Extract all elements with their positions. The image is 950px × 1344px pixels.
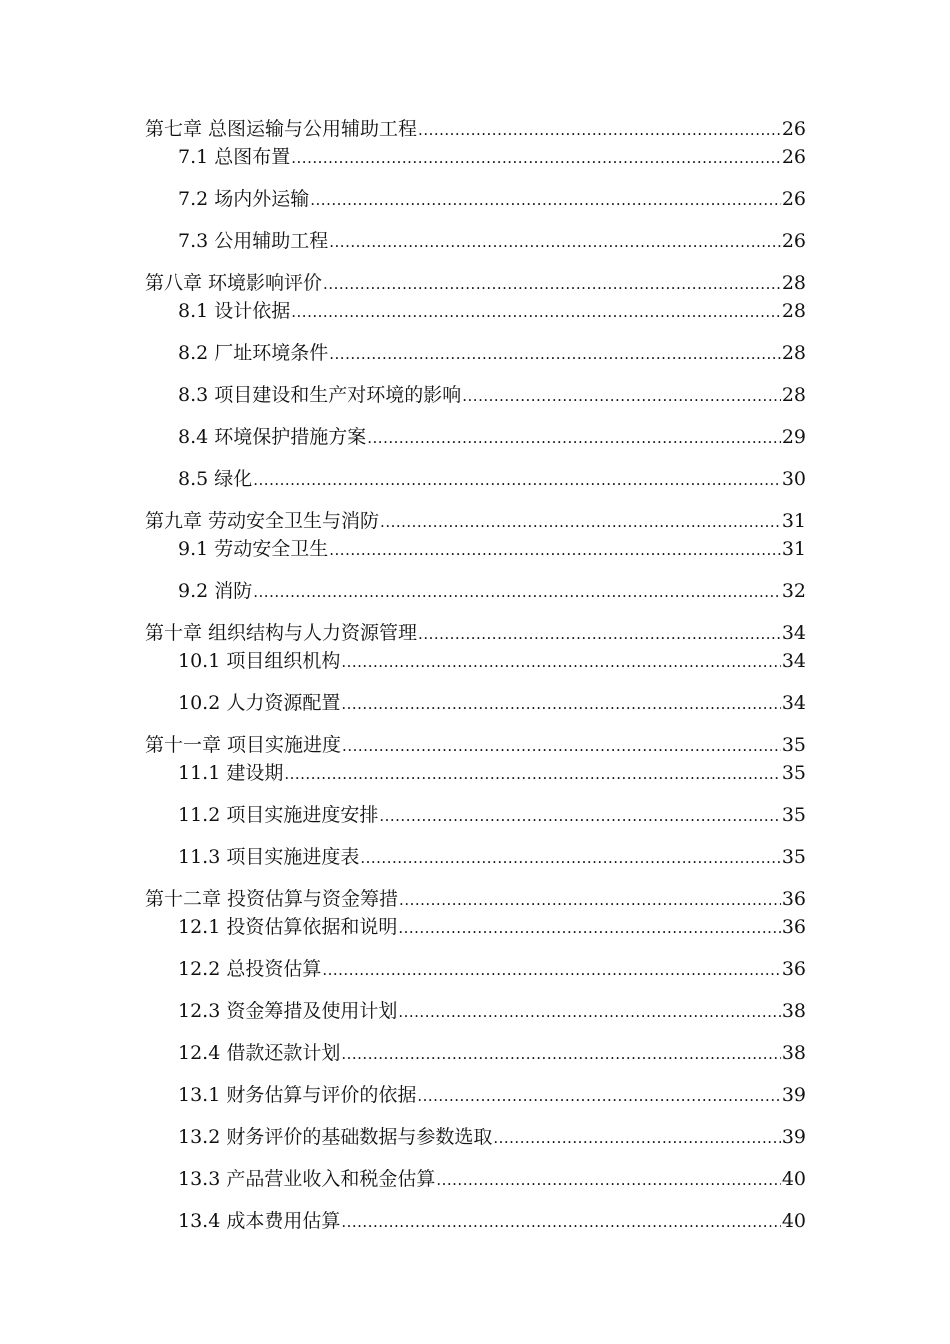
toc-entry-title: 8.4 环境保护措施方案 [178,426,367,448]
toc-entry-page-number: 35 [781,734,806,756]
toc-entry-page-number: 30 [781,468,806,490]
toc-dot-leader [398,998,780,1026]
toc-entry-page-number: 29 [781,426,806,448]
toc-entry-title: 第十一章 项目实施进度 [145,734,342,756]
toc-dot-leader [399,886,781,914]
toc-entry-title: 8.5 绿化 [178,468,253,490]
toc-entry-section[interactable] [145,536,806,564]
toc-entry-section[interactable] [145,382,806,410]
toc-entry-section[interactable] [145,578,806,606]
toc-dot-leader [253,578,781,606]
toc-entry-section[interactable] [145,802,806,830]
toc-entry-page-number: 35 [781,846,806,868]
toc-entry-title: 9.1 劳动安全卫生 [178,538,329,560]
toc-entry-section[interactable] [145,998,806,1026]
toc-dot-leader [284,760,780,788]
toc-entry-title: 11.2 项目实施进度安排 [178,804,379,826]
toc-dot-leader [323,270,781,298]
toc-entry-page-number: 39 [781,1084,806,1106]
toc-entry-page-number: 31 [781,510,806,532]
toc-entry-title: 10.2 人力资源配置 [178,692,341,714]
toc-entry-page-number: 40 [781,1210,806,1232]
toc-dot-leader [329,340,781,368]
toc-entry-section[interactable] [145,424,806,452]
toc-entry-section[interactable] [145,1124,806,1152]
toc-entry-page-number: 34 [781,650,806,672]
toc-entry-title: 13.1 财务估算与评价的依据 [178,1084,417,1106]
toc-entry-section[interactable] [145,760,806,788]
toc-dot-leader [462,382,781,410]
toc-entry-page-number: 38 [781,1042,806,1064]
toc-entry-chapter[interactable] [145,270,806,298]
toc-entry-section[interactable] [145,1166,806,1194]
toc-entry-section[interactable] [145,186,806,214]
toc-entry-title: 11.1 建设期 [178,762,284,784]
toc-dot-leader [380,508,781,536]
toc-entry-title: 8.2 厂址环境条件 [178,342,329,364]
toc-entry-title: 7.1 总图布置 [178,146,291,168]
toc-entry-page-number: 32 [781,580,806,602]
toc-entry-chapter[interactable] [145,508,806,536]
toc-entry-title: 第九章 劳动安全卫生与消防 [145,510,380,532]
toc-entry-section[interactable] [145,844,806,872]
toc-entry-title: 8.3 项目建设和生产对环境的影响 [178,384,462,406]
toc-entry-page-number: 26 [781,188,806,210]
toc-entry-title: 13.4 成本费用估算 [178,1210,341,1232]
toc-entry-section[interactable] [145,1082,806,1110]
toc-dot-leader [341,1040,780,1068]
toc-entry-page-number: 38 [781,1000,806,1022]
toc-dot-leader [291,298,781,326]
toc-entry-chapter[interactable] [145,116,806,144]
toc-dot-leader [367,424,781,452]
toc-dot-leader [341,690,780,718]
toc-entry-title: 第十二章 投资估算与资金筹措 [145,888,399,910]
toc-entry-chapter[interactable] [145,886,806,914]
toc-entry-section[interactable] [145,1208,806,1236]
toc-entry-title: 8.1 设计依据 [178,300,291,322]
toc-entry-title: 12.2 总投资估算 [178,958,322,980]
toc-entry-section[interactable] [145,956,806,984]
toc-entry-section[interactable] [145,144,806,172]
toc-entry-section[interactable] [145,228,806,256]
toc-entry-chapter[interactable] [145,620,806,648]
toc-entry-section[interactable] [145,648,806,676]
toc-entry-title: 13.2 财务评价的基础数据与参数选取 [178,1126,493,1148]
toc-dot-leader [329,228,781,256]
toc-entry-page-number: 28 [781,300,806,322]
toc-entry-page-number: 34 [781,692,806,714]
toc-dot-leader [398,914,780,942]
toc-dot-leader [379,802,780,830]
toc-dot-leader [342,732,781,760]
toc-dot-leader [418,116,781,144]
toc-entry-page-number: 28 [781,272,806,294]
toc-entry-page-number: 28 [781,384,806,406]
toc-entry-title: 第七章 总图运输与公用辅助工程 [145,118,418,140]
toc-entry-page-number: 31 [781,538,806,560]
toc-dot-leader [341,648,780,676]
toc-dot-leader [310,186,781,214]
toc-entry-chapter[interactable] [145,732,806,760]
toc-entry-title: 10.1 项目组织机构 [178,650,341,672]
toc-dot-leader [253,466,781,494]
toc-dot-leader [417,1082,780,1110]
toc-entry-page-number: 28 [781,342,806,364]
toc-entry-section[interactable] [145,690,806,718]
toc-entry-section[interactable] [145,298,806,326]
toc-entry-title: 12.4 借款还款计划 [178,1042,341,1064]
toc-entry-page-number: 26 [781,146,806,168]
toc-entry-title: 9.2 消防 [178,580,253,602]
toc-dot-leader [291,144,781,172]
toc-entry-page-number: 40 [781,1168,806,1190]
toc-dot-leader [329,536,781,564]
toc-dot-leader [436,1166,780,1194]
toc-entry-section[interactable] [145,340,806,368]
toc-dot-leader [360,844,780,872]
toc-entry-title: 7.3 公用辅助工程 [178,230,329,252]
toc-entry-title: 12.3 资金筹措及使用计划 [178,1000,398,1022]
toc-dot-leader [341,1208,780,1236]
toc-entry-page-number: 26 [781,118,806,140]
toc-entry-page-number: 39 [781,1126,806,1148]
toc-entry-title: 13.3 产品营业收入和税金估算 [178,1168,436,1190]
toc-entry-page-number: 34 [781,622,806,644]
toc-entry-title: 7.2 场内外运输 [178,188,310,210]
toc-entry-title: 第十章 组织结构与人力资源管理 [145,622,418,644]
toc-entry-page-number: 36 [781,888,806,910]
toc-entry-title: 11.3 项目实施进度表 [178,846,360,868]
toc-entry-section[interactable] [145,466,806,494]
toc-entry-page-number: 36 [781,916,806,938]
toc-dot-leader [418,620,781,648]
toc-dot-leader [322,956,780,984]
toc-dot-leader [493,1124,780,1152]
toc-entry-page-number: 36 [781,958,806,980]
toc-entry-title: 第八章 环境影响评价 [145,272,323,294]
table-of-contents [145,116,806,1236]
toc-entry-section[interactable] [145,1040,806,1068]
toc-entry-page-number: 35 [781,804,806,826]
toc-entry-page-number: 26 [781,230,806,252]
toc-entry-page-number: 35 [781,762,806,784]
toc-entry-section[interactable] [145,914,806,942]
toc-entry-title: 12.1 投资估算依据和说明 [178,916,398,938]
